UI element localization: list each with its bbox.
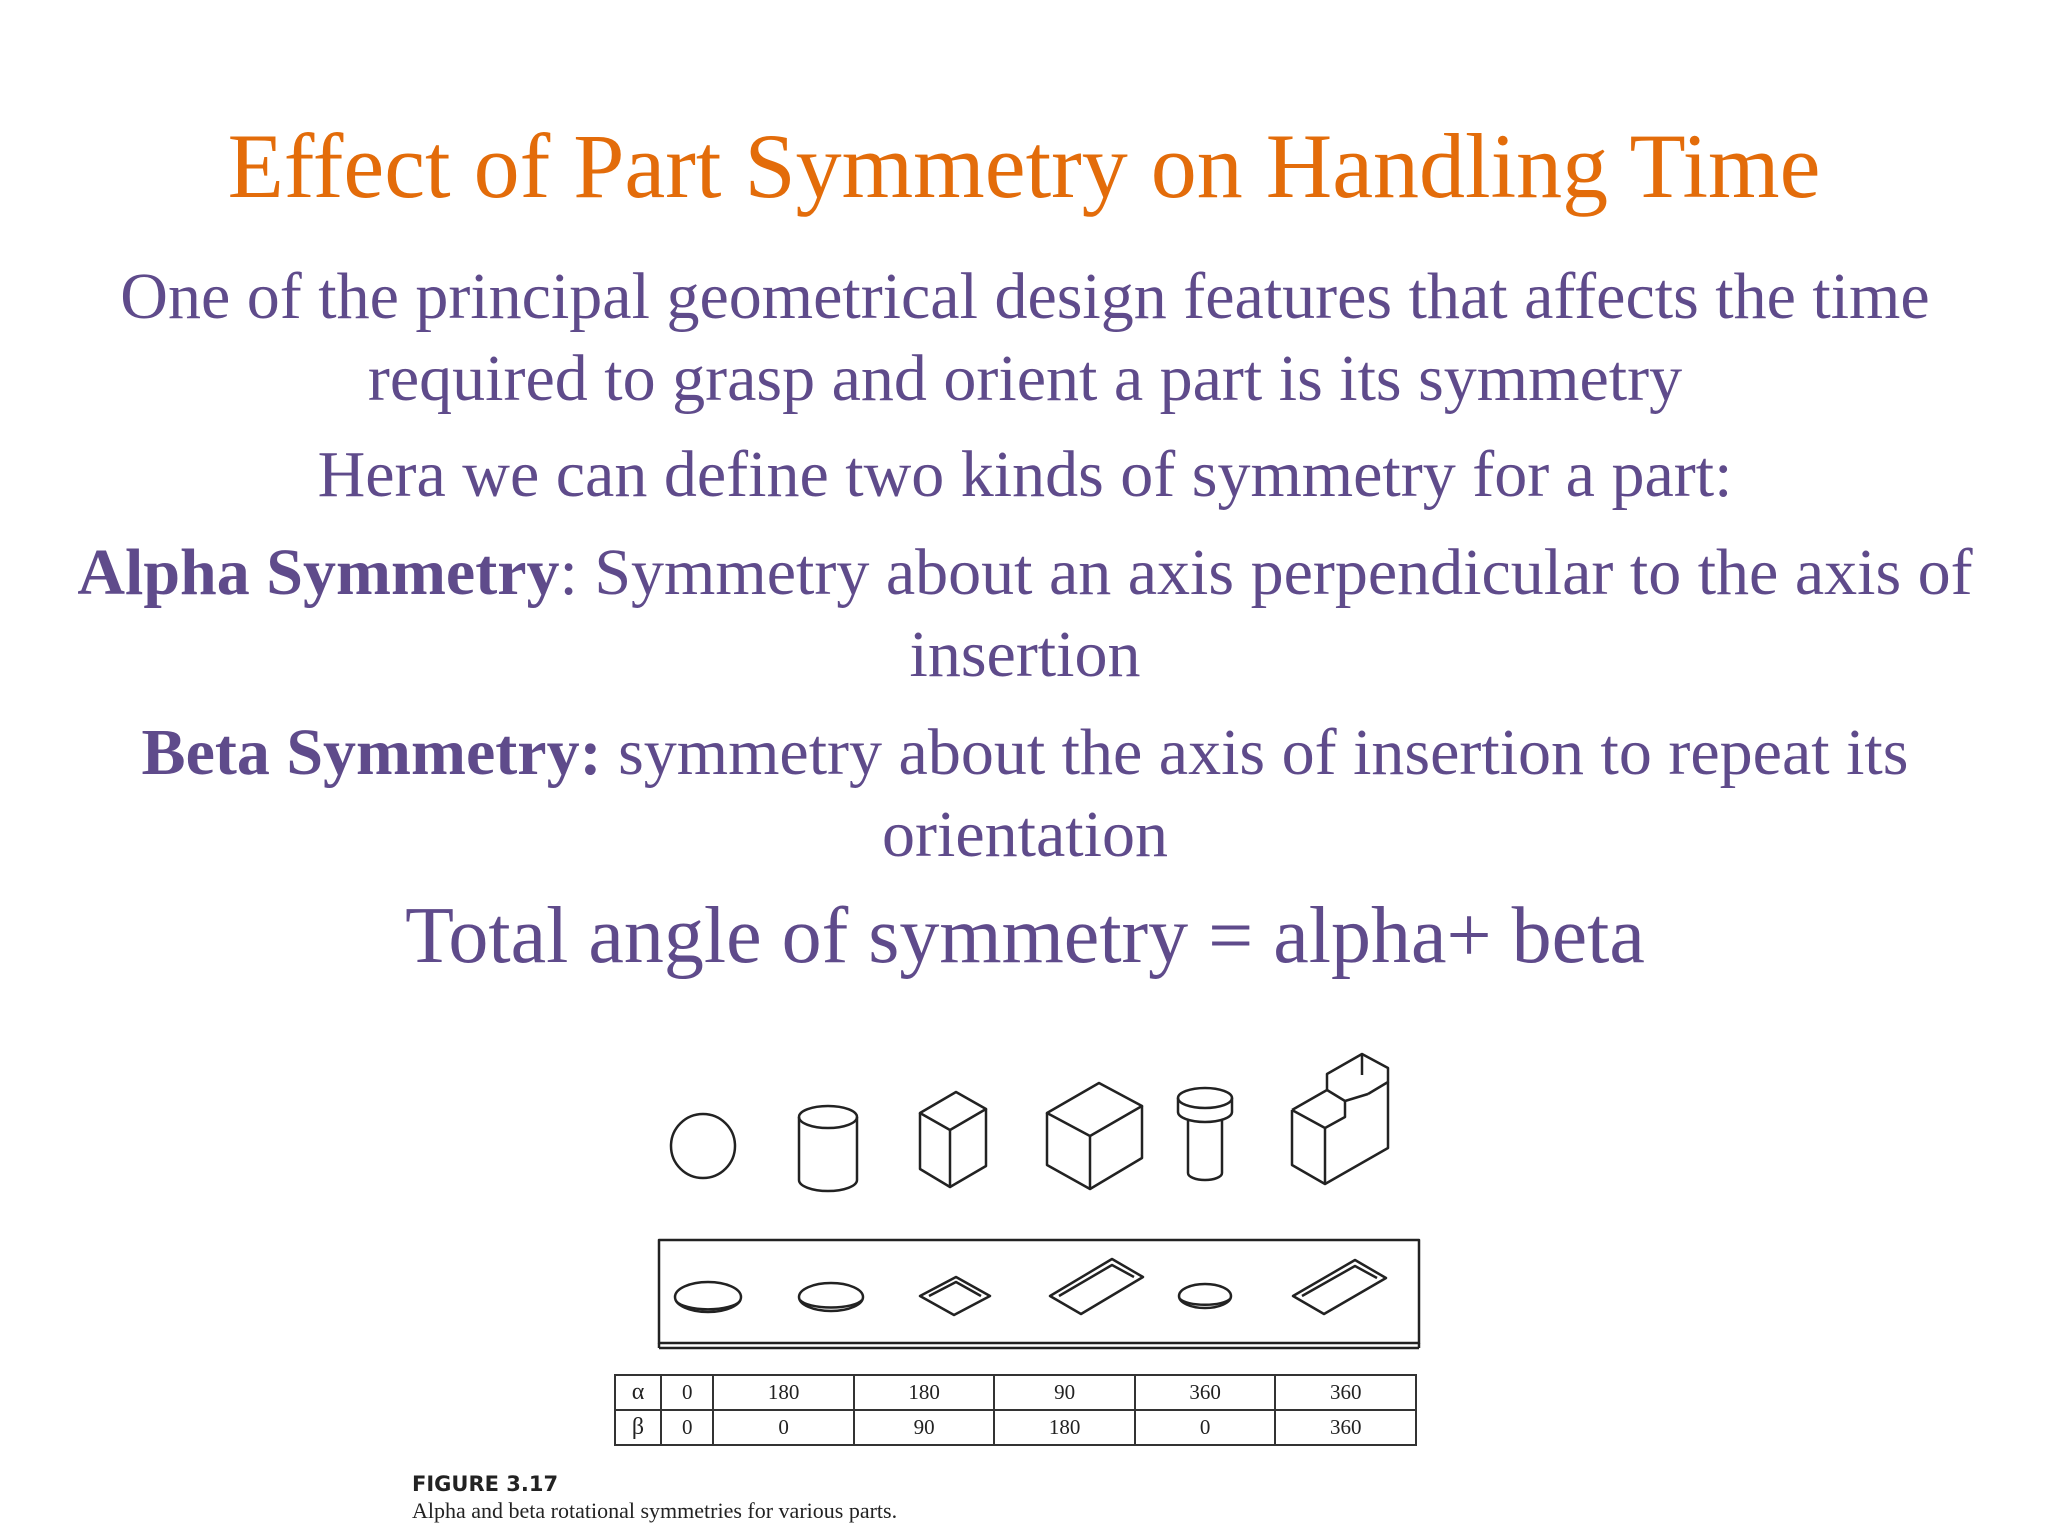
figure-caption-text: Alpha and beta rotational symmetries for various parts.	[412, 1498, 898, 1523]
table-cell: 360	[1135, 1375, 1276, 1410]
alpha-symbol: α	[615, 1375, 661, 1410]
total-symmetry-formula: Total angle of symmetry = alpha+ beta	[405, 892, 1645, 980]
symmetry-kinds-paragraph: Hera we can define two kinds of symmetry for a part:	[317, 438, 1733, 511]
beta-symmetry-definition: symmetry about the axis of insertion to repeat its orientation	[601, 716, 1909, 871]
round-hole	[675, 1282, 741, 1312]
square-prism-part	[920, 1092, 986, 1187]
alpha-symmetry-definition: : Symmetry about an axis perpendicular to the axis of insertion	[559, 536, 1973, 691]
table-cell: 360	[1275, 1375, 1416, 1410]
table-cell: 0	[661, 1410, 713, 1445]
round-hole	[799, 1283, 863, 1311]
rectangular-hole-icon	[1293, 1260, 1386, 1314]
table-cell: 180	[994, 1410, 1135, 1445]
symmetry-table	[614, 1374, 1417, 1446]
table-cell: 90	[994, 1375, 1135, 1410]
rectangular-block-part	[1047, 1083, 1142, 1189]
table-cell: 180	[713, 1375, 854, 1410]
table-cell: 180	[854, 1375, 995, 1410]
beta-symmetry-term: Beta Symmetry:	[141, 716, 602, 789]
table-cell: 0	[1135, 1410, 1276, 1445]
small-round-hole	[1179, 1284, 1231, 1308]
table-cell: 0	[713, 1410, 854, 1445]
headed-pin-part	[1178, 1088, 1232, 1180]
square-hole-icon	[920, 1277, 990, 1315]
beta-symbol: β	[615, 1410, 661, 1445]
table-cell: 360	[1275, 1410, 1416, 1445]
cylinder-part	[799, 1106, 857, 1191]
figure-caption-label: FIGURE 3.17	[412, 1472, 559, 1496]
stepped-block-part	[1292, 1054, 1388, 1184]
alpha-symmetry-term: Alpha Symmetry	[77, 536, 560, 609]
table-cell: 90	[854, 1410, 995, 1445]
table-row-beta	[615, 1410, 1416, 1445]
slide-title: Effect of Part Symmetry on Handling Time	[227, 115, 1821, 217]
table-row-alpha	[615, 1375, 1416, 1410]
table-cell: 0	[661, 1375, 713, 1410]
intro-paragraph: One of the principal geometrical design features that affects the time required to grasp and orient a part is its symmetry	[120, 260, 1930, 415]
sphere-part	[671, 1114, 735, 1178]
rectangular-hole-icon	[1050, 1259, 1143, 1314]
